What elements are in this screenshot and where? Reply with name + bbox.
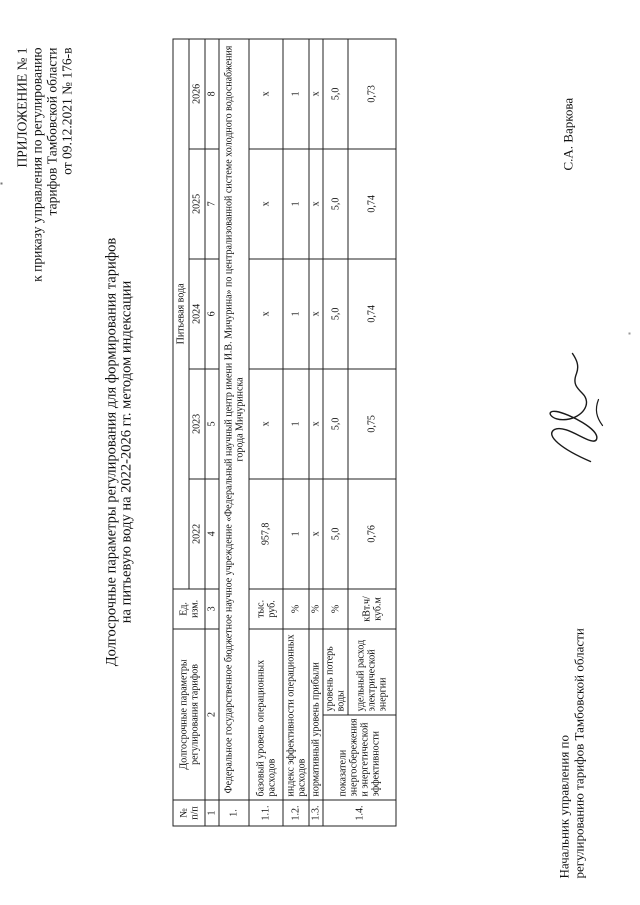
row-value: х <box>309 479 323 589</box>
energy-group-label: показатели энергосбережения и энергетической эффективности <box>323 715 396 800</box>
row-value: 5,0 <box>323 149 348 259</box>
header-num: № п/п <box>173 800 205 826</box>
row-value: х <box>309 369 323 479</box>
row-unit: % <box>309 589 323 629</box>
scan-speck <box>629 333 631 335</box>
row-value: 0,75 <box>348 369 396 479</box>
parameters-table <box>173 38 397 826</box>
index-cell: 7 <box>205 149 219 259</box>
row-value: 5,0 <box>323 259 348 369</box>
row-value: 5,0 <box>323 479 348 589</box>
row-value: 1 <box>283 39 309 149</box>
header-param: Долгосрочные параметры регулирования тарифов <box>173 629 205 800</box>
appendix-date-line: от 09.12.2021 № 176-в <box>59 47 75 175</box>
index-cell: 5 <box>205 369 219 479</box>
index-cell: 4 <box>205 479 219 589</box>
row-unit: кВт.ч/ куб.м <box>348 589 396 629</box>
row-name: базовый уровень операционных расходов <box>249 629 283 800</box>
row-value: 5,0 <box>323 39 348 149</box>
row-value: 0,74 <box>348 259 396 369</box>
row-value: 1 <box>283 149 309 259</box>
index-cell: 6 <box>205 259 219 369</box>
appendix-order-line: к приказу управления по регулированию <box>29 47 45 282</box>
org-name: Федеральное государственное бюджетное научное учреждение «Федеральный научный центр имени И.В. Мичурина» по централизованной системе холодного водоснабжения города Мичуринска <box>219 39 249 800</box>
row-value: х <box>309 149 323 259</box>
index-cell: 1 <box>205 800 219 826</box>
row-value: 0,73 <box>348 39 396 149</box>
row-unit: % <box>323 589 348 629</box>
header-group: Питьевая вода <box>173 39 189 589</box>
position-line-1: Начальник управления по <box>556 734 572 879</box>
row-num: 1.2. <box>283 800 309 826</box>
energy-sub-name: уровень потерь воды <box>323 629 348 715</box>
row-value: 1 <box>283 479 309 589</box>
row-value: 1 <box>283 369 309 479</box>
row-unit: % <box>283 589 309 629</box>
document-title <box>105 0 135 905</box>
header-unit: Ед. изм. <box>173 589 205 629</box>
scan-speck <box>1 183 3 185</box>
row-value: 957,8 <box>249 479 283 589</box>
appendix-title: ПРИЛОЖЕНИЕ № 1 <box>14 47 30 168</box>
energy-sub-name: удельный расход электрической энергии <box>348 629 396 715</box>
row-value: х <box>249 149 283 259</box>
table-row <box>283 39 309 826</box>
header-row <box>173 39 189 826</box>
title-line-1: Долгосрочные параметры регулирования для формирования тарифов <box>103 237 120 667</box>
energy-row-electricity <box>348 39 396 826</box>
row-num: 1.4. <box>323 800 396 826</box>
position-line-2: регулированию тарифов Тамбовской области <box>571 628 587 879</box>
row-value: 0,74 <box>348 149 396 259</box>
year-cell: 2026 <box>189 39 205 149</box>
row-value: 1 <box>283 259 309 369</box>
year-cell: 2025 <box>189 149 205 259</box>
row-value: х <box>309 39 323 149</box>
row-value: 5,0 <box>323 369 348 479</box>
year-cell: 2024 <box>189 259 205 369</box>
row-value: х <box>309 259 323 369</box>
row-unit: тыс. руб. <box>249 589 283 629</box>
row-value: 0,76 <box>348 479 396 589</box>
org-row <box>219 39 249 826</box>
signatory-name: С.А. Варкова <box>560 97 576 171</box>
index-row <box>205 39 219 826</box>
title-line-2: на питьевую воду на 2022-2026 гг. методом индексации <box>118 280 135 624</box>
table-row <box>249 39 283 826</box>
index-cell: 8 <box>205 39 219 149</box>
row-value: х <box>249 259 283 369</box>
row-num: 1.3. <box>309 800 323 826</box>
row-name: нормативный уровень прибыли <box>309 629 323 800</box>
row-value: х <box>249 39 283 149</box>
row-name: индекс эффективности операционных расходов <box>283 629 309 800</box>
signatory-position <box>557 628 587 878</box>
appendix-authority-line: тарифов Тамбовской области <box>44 47 60 216</box>
index-cell: 2 <box>205 629 219 800</box>
year-cell: 2022 <box>189 479 205 589</box>
row-num: 1.1. <box>249 800 283 826</box>
appendix-header <box>15 48 75 282</box>
energy-row-losses <box>323 39 348 826</box>
handwritten-signature <box>533 350 613 470</box>
index-cell: 3 <box>205 589 219 629</box>
row-value: х <box>249 369 283 479</box>
org-num: 1. <box>219 800 249 826</box>
year-cell: 2023 <box>189 369 205 479</box>
table-row <box>309 39 323 826</box>
rotated-sheet <box>1 0 640 905</box>
